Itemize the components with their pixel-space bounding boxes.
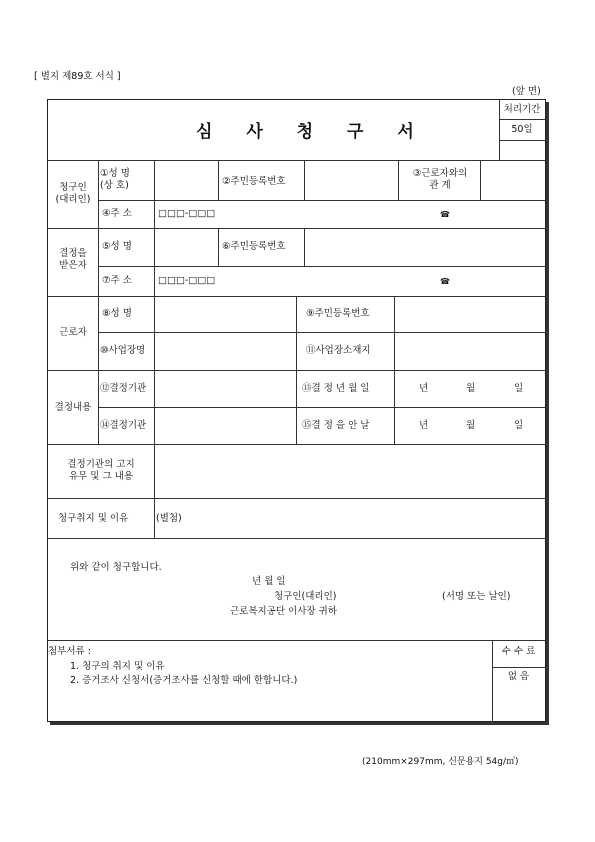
fee-value: 없 음 xyxy=(507,671,530,682)
decision-section-label: 결정내용 xyxy=(54,402,92,413)
decided-section-label: 결정을 받은자 xyxy=(59,248,87,271)
claimant-address-label: ④주 소 xyxy=(102,208,132,219)
claimant-rrn-label: ②주민등록번호 xyxy=(222,176,286,187)
decision-date-day: 일 xyxy=(514,383,524,394)
decision-org-label-1: ⑫결정기관 xyxy=(100,383,147,394)
purpose-value: (별첨) xyxy=(156,513,182,524)
attachment-item-2: 2. 증거조사 신청서(증거조사를 신청할 때에 한합니다.) xyxy=(70,675,298,686)
processing-period-value: 50일 xyxy=(511,124,533,135)
page-side-label: (앞 면) xyxy=(512,86,541,97)
signer-label: 청구인(대리인) xyxy=(274,591,337,602)
claimant-name-label: ①성 명 (상 호) xyxy=(100,168,130,191)
claimant-phone-icon: ☎ xyxy=(440,210,450,219)
statement-date: 년 월 일 xyxy=(252,576,286,587)
attachment-item-1: 1. 청구의 취지 및 이유 xyxy=(70,661,165,672)
decision-notice-label: ⑮결 정 을 안 날 xyxy=(302,420,370,431)
purpose-label: 청구취지 및 이유 xyxy=(58,513,129,524)
sign-note: (서명 또는 날인) xyxy=(442,591,511,602)
fee-label: 수 수 료 xyxy=(501,646,536,657)
worker-section-label: 근로자 xyxy=(59,327,87,338)
form-number: [ 별지 제89호 서식 ] xyxy=(34,71,121,82)
paper-spec-footer: (210mm×297mm, 신문용지 54g/㎡) xyxy=(362,757,519,767)
claimant-relation-label: ③근로자와의 관 계 xyxy=(412,168,468,191)
appeal-form xyxy=(47,99,546,722)
worker-name-label: ⑧성 명 xyxy=(102,308,132,319)
decided-rrn-label: ⑥주민등록번호 xyxy=(222,241,286,252)
notice-date-year: 년 xyxy=(419,420,429,431)
processing-period-label: 처리기간 xyxy=(503,104,541,115)
addressee: 근로복지공단 이사장 귀하 xyxy=(230,606,337,617)
decided-phone-icon: ☎ xyxy=(440,277,450,286)
statement-text: 위와 같이 청구합니다. xyxy=(70,562,162,573)
workplace-name-label: ⑩사업장명 xyxy=(100,345,146,356)
decision-date-label: ⑬결 정 년 월 일 xyxy=(302,383,370,394)
decision-org-label-2: ⑭결정기관 xyxy=(100,420,147,431)
decision-date-year: 년 xyxy=(419,383,429,394)
attachments-title: 첨부서류 : xyxy=(48,646,91,657)
notice-date-month: 월 xyxy=(466,420,476,431)
decided-name-label: ⑤성 명 xyxy=(102,241,132,252)
decision-date-month: 월 xyxy=(466,383,476,394)
claimant-section-label: 청구인 (대리인) xyxy=(55,182,91,205)
worker-rrn-label: ⑨주민등록번호 xyxy=(306,308,370,319)
workplace-address-label: ⑪사업장소재지 xyxy=(306,345,371,356)
decided-address-value: □□□-□□□ xyxy=(158,275,216,286)
notice-date-day: 일 xyxy=(514,420,524,431)
form-title: 심 사 청 구 서 xyxy=(196,122,428,142)
claimant-address-value: □□□-□□□ xyxy=(158,208,216,219)
decided-address-label: ⑦주 소 xyxy=(102,275,132,286)
notice-content-label: 결정기관의 고지 유무 및 그 내용 xyxy=(67,459,135,482)
